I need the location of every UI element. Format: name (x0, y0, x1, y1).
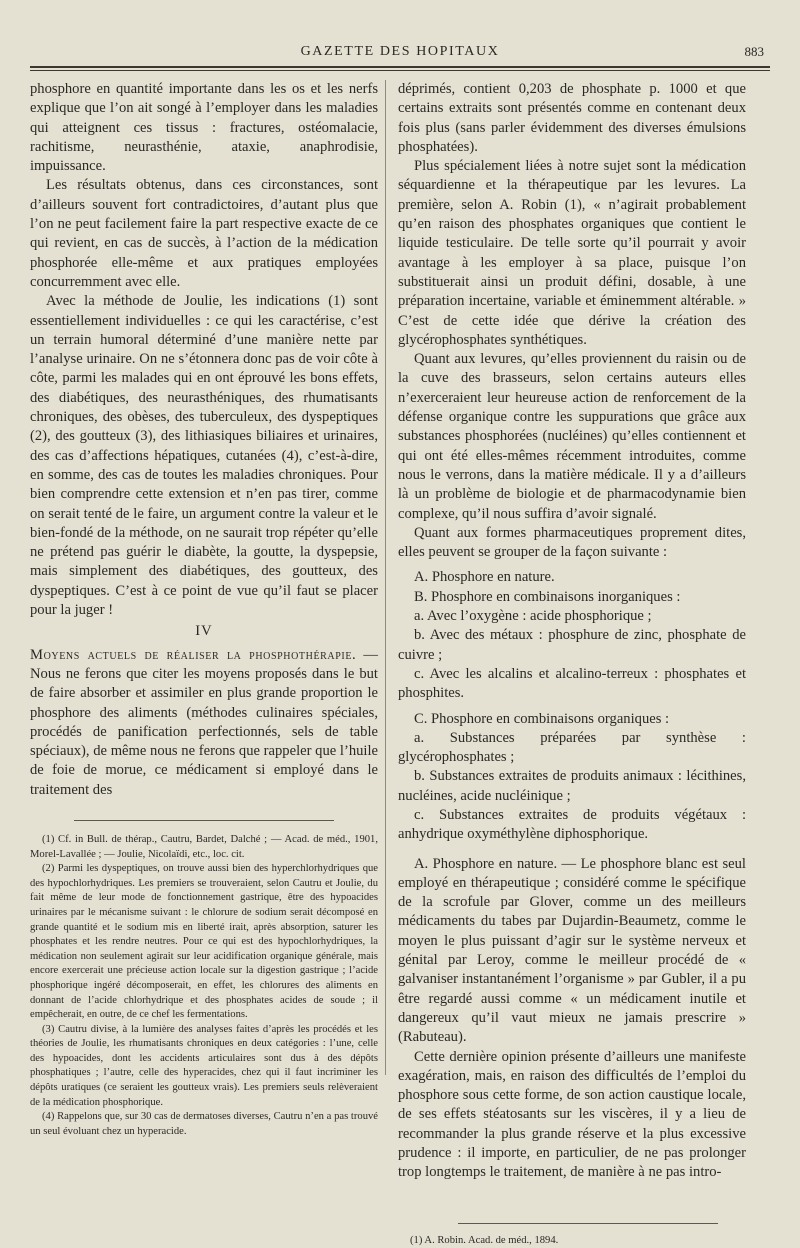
paragraph: Quant aux formes pharmaceutiques proprement dites, elles peuvent se grouper de la façon suivante : (398, 524, 746, 561)
paragraph: déprimés, contient 0,203 de phosphate p. 1000 et que certains extraits sont présentés comme en contenant deux fois plus (sans parler évidemment des diverses émulsions phosphatées). (398, 81, 746, 155)
list-subitem: c. Substances extraites de produits végétaux : anhydrique oxyméthylène diphosphorique. (398, 806, 746, 843)
running-header (30, 40, 770, 66)
list-subitem: c. Avec les alcalins et alcalino-terreux : phosphates et phosphites. (398, 665, 746, 702)
left-column (30, 80, 378, 1139)
journal-title: GAZETTE DES HOPITAUX (300, 44, 500, 59)
section-number: IV (195, 623, 213, 640)
list-subitem: a. Avec l’oxygène : acide phosphorique ; (414, 608, 652, 625)
header-rule-thin (30, 70, 770, 71)
paragraph: Quant aux levures, qu’elles proviennent du raisin ou de la cuve des brasseurs, selon certains auteurs elles n’exerceraient leur heureuse action de renforcement de la défense organique contre les suppurations que grâce aux substances phosphorées (nucléines) qu’elles contiennent et qui ont été elles-mêmes récemment introduites, comme nous le verrons, dans la matière médicale. Il y a d’ailleurs là un problème de biologie et de pharmacodynamie bien complexe, qu’il nous suffira d’avoir signalé. (398, 351, 746, 522)
list-subitem: b. Substances extraites de produits animaux : lécithines, nucléines, acide nucléinique ; (398, 768, 746, 804)
footnote: (2) Parmi les dyspeptiques, on trouve aussi bien des hyperchlorhydriques que des hypochlorhydriques. Les premiers se trouveraient, selon Cautru et Joulie, du fait même de leur mode de fonctionnement gastrique, être des hypoacides urinaires par le mécanisme suivant : le chlorure de sodium serait décomposé en grande quantité et le sodium mis en liberté irait, après absorption, saturer les phosphates et les rendre neutres. Pour ce qui est des hypochlorhydriques, la médication non seulement agirait sur leur acidification organique générale, mais encore exercerait une précieuse action locale sur la digestion gastrique ; l’acide phosphorique ingéré décomposerait, en effet, les chlorures des aliments en donnant de l’acide chlorhydrique et des phosphates acides de soude ; il empêcherait, en outre, de ce chef les fermentations. (30, 863, 378, 1021)
section-text: — Nous ne ferons que citer les moyens proposés dans le but de faire absorber et assimiler en plus grande proportion le phosphore des aliments (méthodes culinaires spéciales, procédés de panification perfectionnés, sels de table spéciaux), de même nous ne ferons que rappeler que l’huile de foie de morue, ce médicament si employé dans le traitement des (30, 646, 378, 798)
paragraph: A. Phosphore en nature. — Le phosphore blanc est seul employé en thérapeutique ; considéré comme le spécifique de la scrofule par Glover, comme un des meilleurs médicaments du tabes par Dujardin-Beaumetz, comme le moyen le plus puissant d’agir sur le système nerveux et génital par Leroy, comme le meilleur procédé de « galvaniser instantanément l’organisme » par Gubler, il a pu être regardé aussi comme « un médicament inutile et dangereux qu’il vaut mieux ne jamais prescrire » (Rabuteau). (398, 855, 746, 1046)
section-heading: Moyens actuels de réaliser la phosphothérapie. (30, 646, 357, 663)
list-item: B. Phosphore en combinaisons inorganiques : (414, 588, 681, 605)
list-item: A. Phosphore en nature. (414, 569, 555, 586)
spacer (398, 845, 746, 855)
list-subitem: a. Substances préparées par synthèse : glycérophosphates ; (398, 729, 746, 766)
paragraph: Cette dernière opinion présente d’ailleurs une manifeste exagération, mais, en raison des difficultés de l’emploi du phosphore sous cette forme, de son action caustique locale, de ses effets stéatosants sur les viscères, il y a lieu de recommander la plus grande réserve et la plus excessive prudence : il importe, en particulier, de ne pas prolonger trop longtemps le traitement, de manière à ne pas intro- (398, 1048, 746, 1181)
header-rule-thick (30, 66, 770, 68)
list-subitem: b. Avec des métaux : phosphure de zinc, phosphate de cuivre ; (398, 627, 746, 663)
paragraph: phosphore en quantité importante dans les os et les nerfs explique que l’on ait songé à l’employer dans les maladies qui atteignent ces tissus : fractures, ostéomalacie, rachitisme, neurasthénie, ataxie, anaphrodisie, impuissance. (30, 81, 378, 175)
page-number: 883 (744, 44, 764, 59)
footnote: (1) Cf. in Bull. de thérap., Cautru, Bardet, Dalché ; — Acad. de méd., 1901, Morel-Lavallée ; — Joulie, Nicolaïdi, etc., loc. cit. (30, 833, 378, 860)
footnote: (3) Cautru divise, à la lumière des analyses faites d’après les procédés et les théories de Joulie, les rhumatisants chroniques en deux catégories : l’une, celle des hypoacides, dont les accidents articulaires sont dus à des dépôts phosphatiques ; l’autre, celle des hyperacides, chez qui il faut incriminer les dépôts uratiques (ce seraient les goutteux vrais). Les premiers seuls relèveraient de la médication phosphorique. (30, 1023, 378, 1108)
footnote: (4) Rappelons que, sur 30 cas de dermatoses diverses, Cautru n’en a pas trouvé un seul évoluant chez un hyperacide. (30, 1111, 378, 1137)
paragraph: Les résultats obtenus, dans ces circonstances, sont d’ailleurs souvent fort contradictoires, d’autant plus que l’on ne peut facilement faire la part respective exacte de ce qui revient, en cas de succès, à l’action de la médication phosphorée elle-même et aux pratiques employées concurremment avec elle. (30, 177, 378, 290)
section-paragraph (30, 646, 378, 800)
right-column (398, 80, 746, 1248)
footnote: (1) A. Robin. Acad. de méd., 1894. (410, 1234, 559, 1246)
list-item: C. Phosphore en combinaisons organiques : (414, 710, 670, 727)
column-divider (385, 80, 386, 1075)
paragraph: Avec la méthode de Joulie, les indications (1) sont essentiellement individuelles : ce qui les caractérise, c’est un terrain humoral déterminé d’une manière nette par l’analyse urinaire. On ne s’étonnera donc pas de voir côte à côte, parmi les malades qui en ont éprouvé les bons effets, des diabétiques, des neurasthéniques, des rhumatisants chroniques, des obèses, des tuberculeux, des dyspeptiques (2), des goutteux (3), des lithiasiques biliaires et urinaires, des cas d’affections hépatiques, cutanées (4), c’est-à-dire, en somme, des cas de toutes les maladies chroniques. Pour bien comprendre cette extension et n’en pas tirer, comme on serait tenté de le faire, un argument contre la valeur et le bien-fondé de la méthode, on ne saurait trop répéter qu’elle ne prétend pas guérir le diabète, la goutte, la dyspepsie, mais simplement des diabétiques, des goutteux, des dyspeptiques. C’est à ce point de vue qu’il faut se placer pour la juger ! (30, 293, 378, 619)
footnote-rule (458, 1223, 718, 1224)
footnote-rule (74, 820, 334, 821)
paragraph: Plus spécialement liées à notre sujet sont la médication séquardienne et la thérapeutique par les levures. La première, selon A. Robin (1), « n’agirait probablement qu’en raison des phosphates organiques que contient le liquide testiculaire. De telle sorte qu’il pourrait y avoir avantage à les employer à sa place, puisque l’on substituerait ainsi un produit défini, dosable, à une préparation incertaine, variable et éminemment altérable. » C’est de cette idée que dérive la création des glycérophosphates synthétiques. (398, 158, 746, 348)
